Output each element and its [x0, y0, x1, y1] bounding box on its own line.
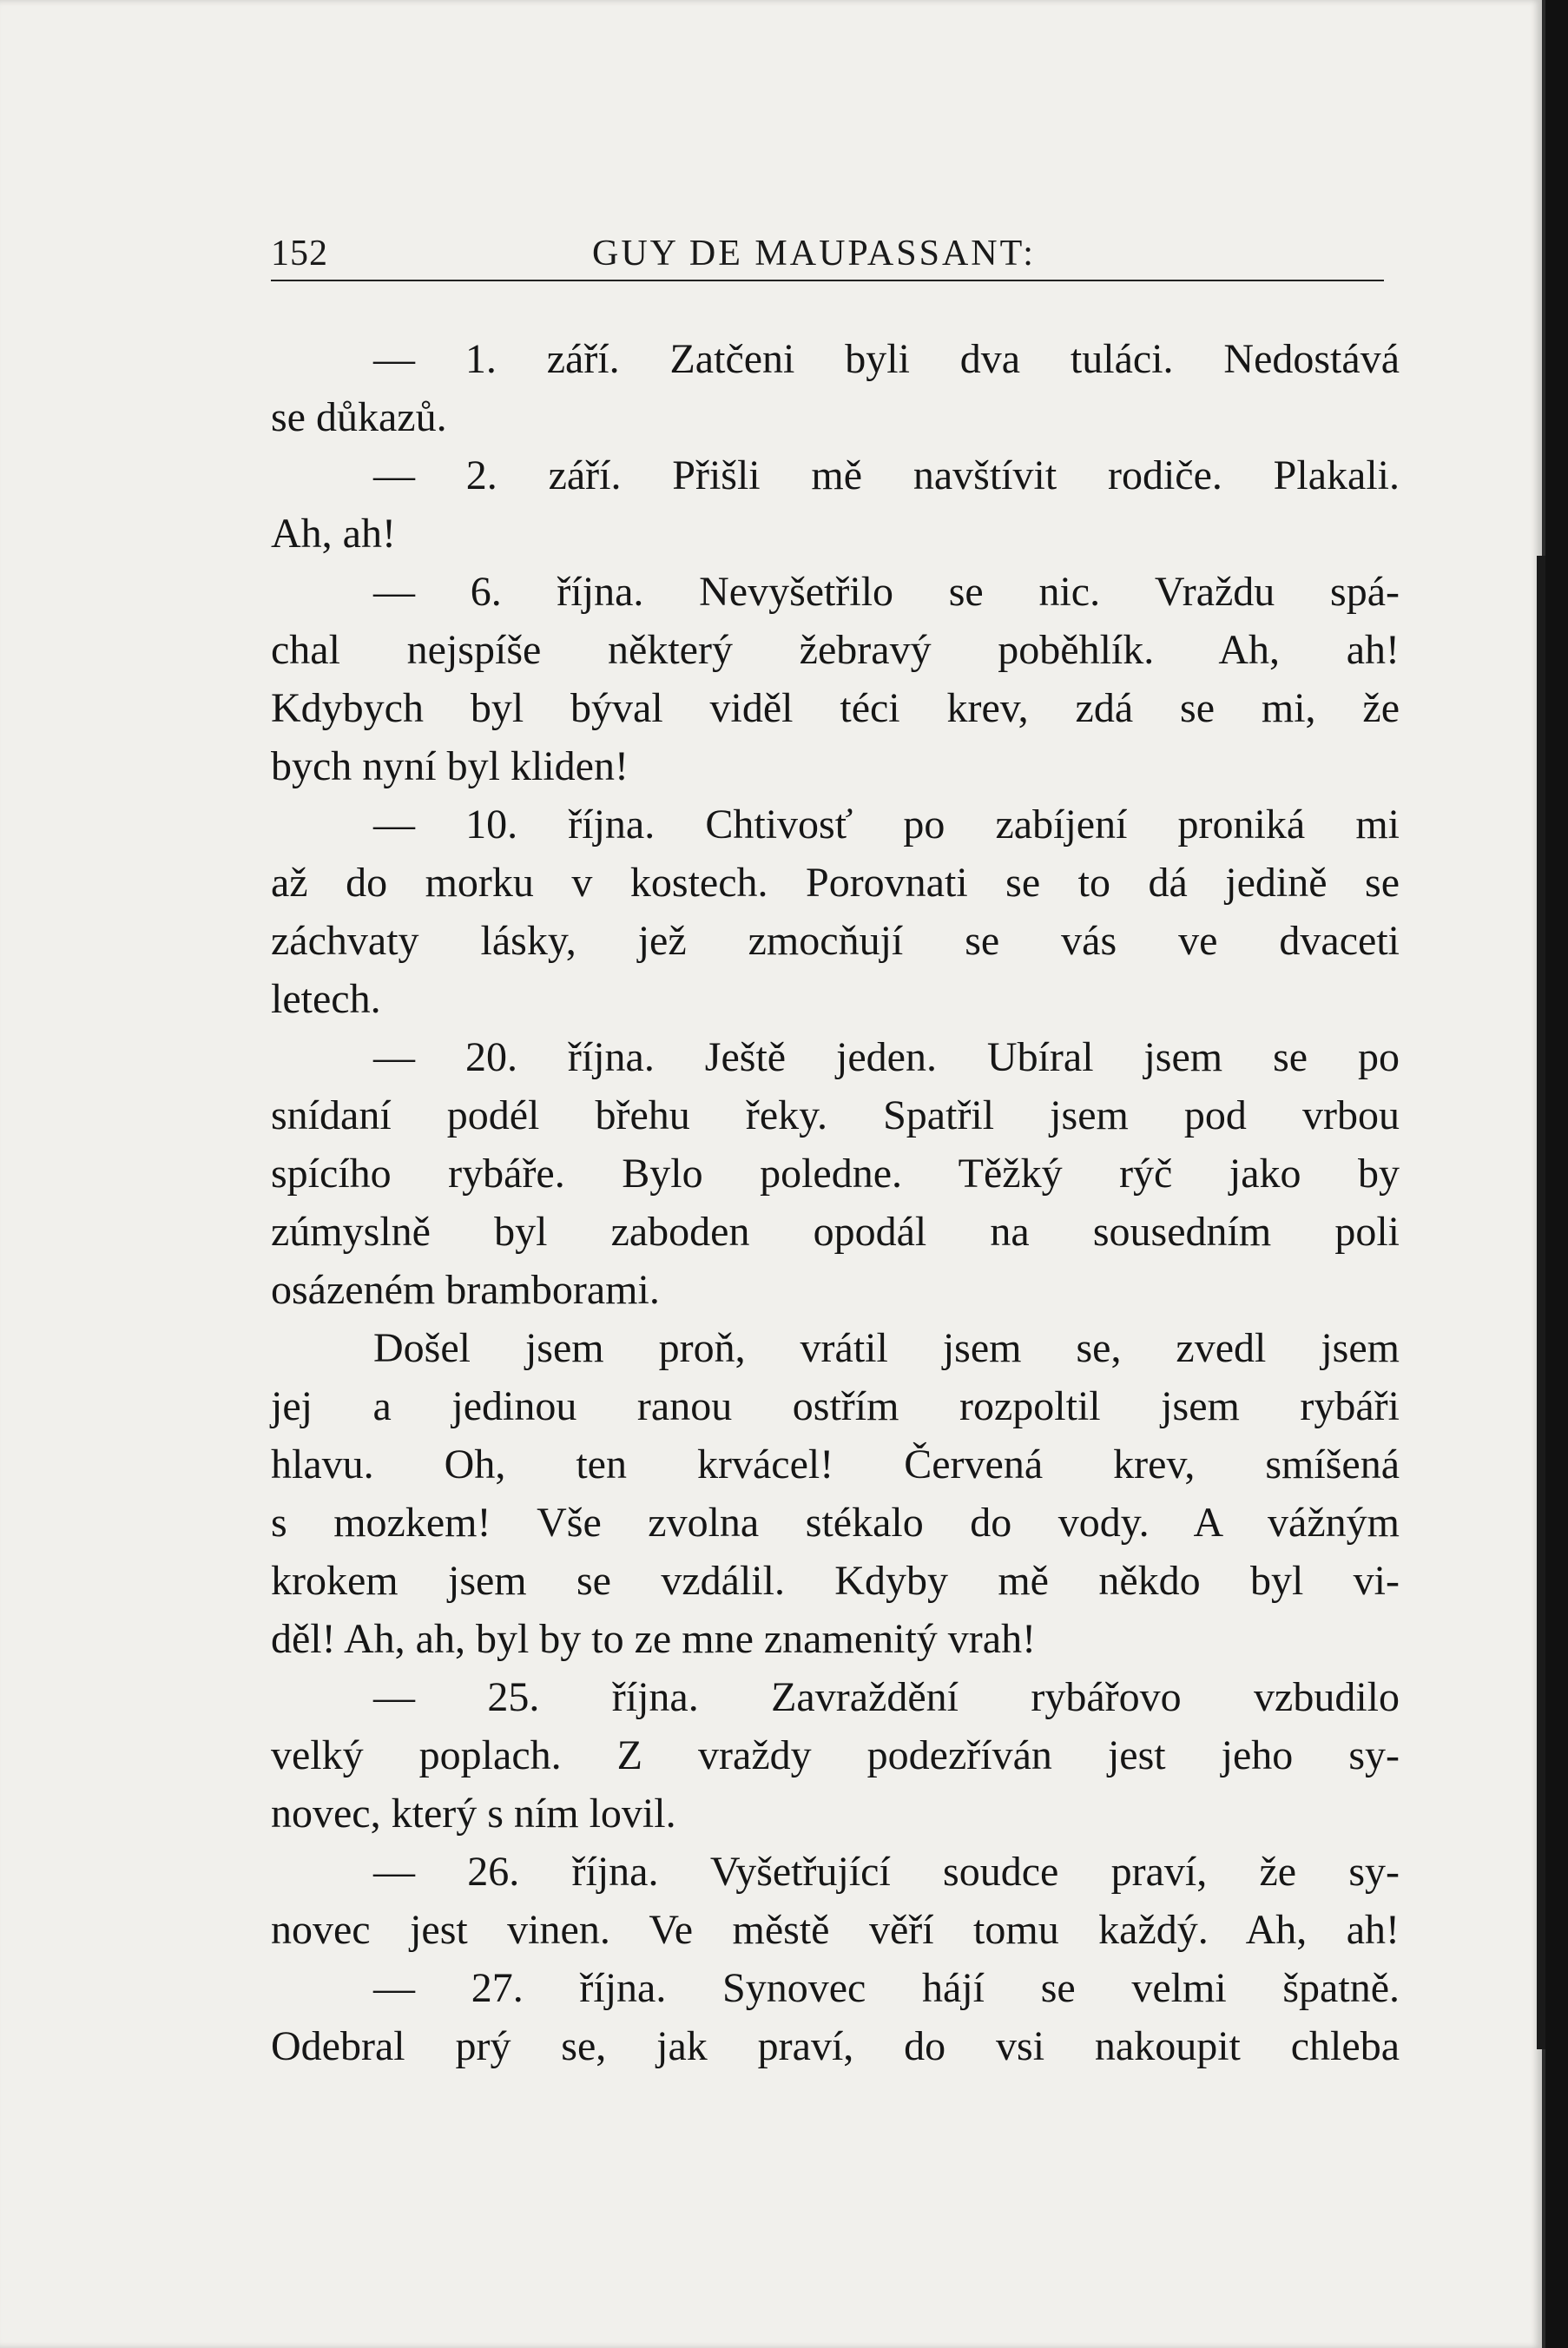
text-line: děl! Ah, ah, byl by to ze mne znamenitý vrah!	[271, 1616, 1037, 1662]
page-edge-shadow	[1537, 556, 1545, 2049]
text-line: snídaní podél břehu řeky. Spatřil jsem pod vrbou	[271, 1092, 1400, 1138]
text-line: velký poplach. Z vraždy podezříván jest jeho sy-	[271, 1732, 1400, 1778]
text-line: osázeném bramborami.	[271, 1267, 660, 1313]
text-line: spícího rybáře. Bylo poledne. Těžký rýč jako by	[271, 1151, 1400, 1197]
text-line: Kdybych byl býval viděl téci krev, zdá se mi, že	[271, 685, 1400, 731]
text-line: záchvaty lásky, jež zmocňují se vás ve dvaceti	[271, 918, 1400, 964]
text-line: až do morku v kostech. Porovnati se to dá jedině se	[271, 860, 1400, 906]
running-header	[271, 228, 1384, 281]
text-line: Došel jsem proň, vrátil jsem se, zvedl jsem	[373, 1325, 1400, 1371]
text-line: bych nyní byl kliden!	[271, 743, 629, 789]
page-number: 152	[271, 234, 328, 274]
text-line: Odebral prý se, jak praví, do vsi nakoupit chleba	[271, 2023, 1400, 2069]
text-line: — 6. října. Nevyšetřilo se nic. Vraždu spá-	[373, 569, 1400, 615]
text-line: Ah, ah!	[271, 511, 396, 557]
text-line: — 26. října. Vyšetřující soudce praví, že sy-	[373, 1849, 1400, 1895]
text-line: — 2. září. Přišli mě navštívit rodiče. Plakali.	[373, 452, 1400, 498]
text-line: hlavu. Oh, ten krvácel! Červená krev, smíšená	[271, 1441, 1400, 1487]
text-line: — 25. října. Zavraždění rybářovo vzbudilo	[373, 1674, 1400, 1720]
text-line: novec, který s ním lovil.	[271, 1791, 676, 1837]
text-line: — 27. října. Synovec hájí se velmi špatně.	[373, 1965, 1400, 2011]
text-line: jej a jedinou ranou ostřím rozpoltil jsem rybáři	[271, 1383, 1400, 1429]
text-line: letech.	[271, 976, 381, 1022]
text-line: novec jest vinen. Ve městě věří tomu každý. Ah, ah!	[271, 1907, 1400, 1953]
text-line: — 1. září. Zatčeni byli dva tuláci. Nedostává	[373, 336, 1400, 382]
body-text	[271, 330, 1400, 2075]
text-line: zúmyslně byl zaboden opodál na sousedním poli	[271, 1209, 1400, 1255]
text-line: se důkazů.	[271, 394, 447, 440]
text-line: — 20. října. Ještě jeden. Ubíral jsem se po	[373, 1034, 1400, 1080]
text-line: — 10. října. Chtivosť po zabíjení proniká mi	[373, 801, 1400, 848]
running-title: GUY DE MAUPASSANT:	[592, 234, 1036, 274]
text-line: s mozkem! Vše zvolna stékalo do vody. A vážným	[271, 1500, 1400, 1546]
text-line: krokem jsem se vzdálil. Kdyby mě někdo byl vi-	[271, 1558, 1400, 1604]
text-line: chal nejspíše některý žebravý poběhlík. Ah, ah!	[271, 627, 1400, 673]
